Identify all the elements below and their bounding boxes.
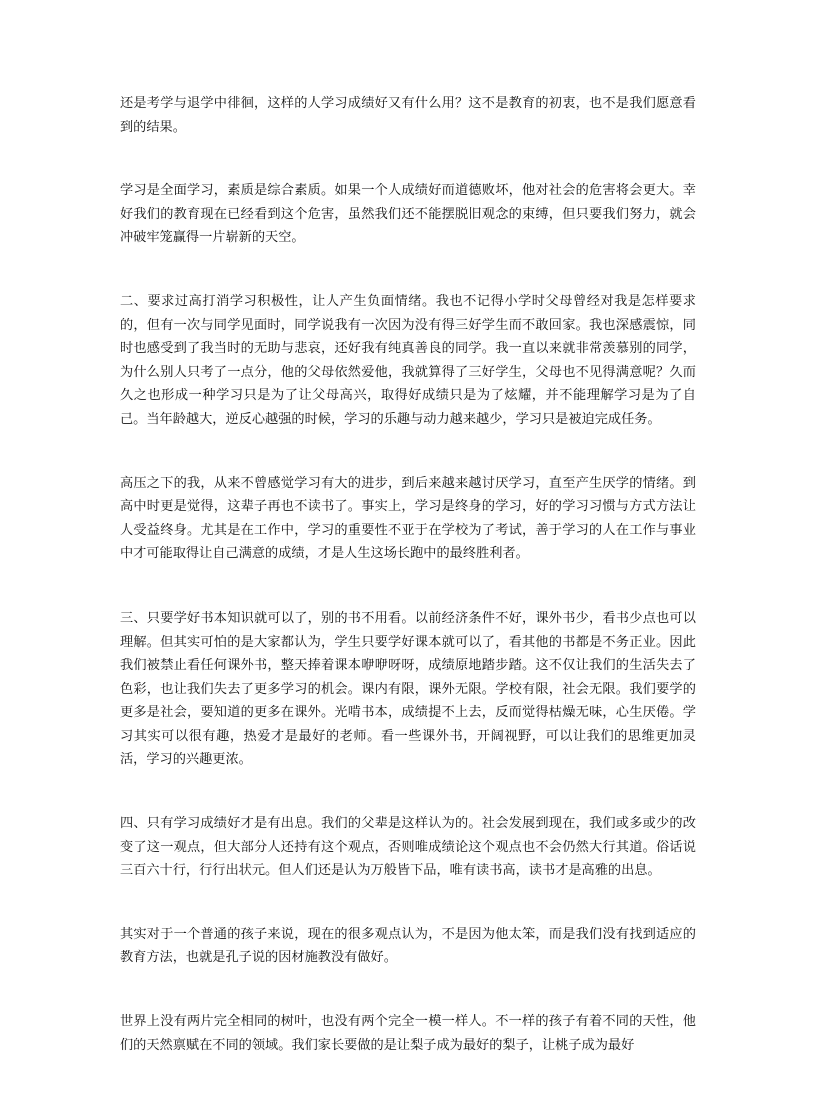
paragraph: 三、只要学好书本知识就可以了，别的书不用看。以前经济条件不好，课外书少，看书少点也可以理解。但其实可怕的是大家都认为，学生只要学好课本就可以了，看其他的书都是不务正业。因此我们被禁止看任何课外书，整天捧着课本咿咿呀呀，成绩原地踏步踏。这不仅让我们的生活失去了色彩，也让我们失去了更多学习的机会。课内有限，课外无限。学校有限，社会无限。我们要学的更多是社会，要知道的更多在课外。光啃书本，成绩提不上去，反而觉得枯燥无味，心生厌倦。学习其实可以很有趣，热爱才是最好的老师。看一些课外书，开阔视野，可以让我们的思维更加灵活，学习的兴趣更浓。	[120, 610, 696, 768]
paragraph: 学习是全面学习，素质是综合素质。如果一个人成绩好而道德败坏，他对社会的危害将会更大。幸好我们的教育现在已经看到这个危害，虽然我们还不能摆脱旧观念的束缚，但只要我们努力，就会冲破牢笼赢得一片崭新的天空。	[120, 183, 696, 246]
paragraph: 其实对于一个普通的孩子来说，现在的很多观点认为，不是因为他太笨，而是我们没有找到适应的教育方法，也就是孔子说的因材施教没有做好。	[120, 926, 696, 966]
document-body	[120, 92, 696, 1097]
paragraph: 还是考学与退学中徘徊，这样的人学习成绩好又有什么用？这不是教育的初衷，也不是我们愿意看到的结果。	[120, 96, 696, 135]
paragraph: 二、要求过高打消学习积极性，让人产生负面情绪。我也不记得小学时父母曾经对我是怎样要求的，但有一次与同学见面时，同学说我有一次因为没有得三好学生而不敢回家。我也深感震惊，同时也感受到了我当时的无助与悲哀，还好我有纯真善良的同学。我一直以来就非常羡慕别的同学，为什么别人只考了一点分，他的父母依然爱他，我就算得了三好学生，父母也不见得满意呢？久而久之也形成一种学习只是为了让父母高兴，取得好成绩只是为了炫耀，并不能理解学习是为了自己。当年龄越大，逆反心越强的时候，学习的乐趣与动力越来越少，学习只是被迫完成任务。	[120, 293, 696, 427]
paragraph: 高压之下的我，从来不曾感觉学习有大的进步，到后来越来越讨厌学习，直至产生厌学的情绪。到高中时更是觉得，这辈子再也不读书了。事实上，学习是终身的学习，好的学习习惯与方式方法让人受益终身。尤其是在工作中，学习的重要性不亚于在学校为了考试，善于学习的人在工作与事业中才可能取得让自己满意的成绩，才是人生这场长跑中的最终胜利者。	[120, 475, 696, 562]
paragraph: 世界上没有两片完全相同的树叶，也没有两个完全一模一样人。不一样的孩子有着不同的天性，他们的天然禀赋在不同的领域。我们家长要做的是让梨子成为最好的梨子，让桃子成为最好	[120, 1014, 696, 1053]
paragraph: 四、只有学习成绩好才是有出息。我们的父辈是这样认为的。社会发展到现在，我们或多或少的改变了这一观点，但大部分人还持有这个观点，否则唯成绩论这个观点也不会仍然大行其道。俗话说三百六十行，行行出状元。但人们还是认为万般皆下品，唯有读书高，读书才是高雅的出息。	[120, 816, 696, 879]
